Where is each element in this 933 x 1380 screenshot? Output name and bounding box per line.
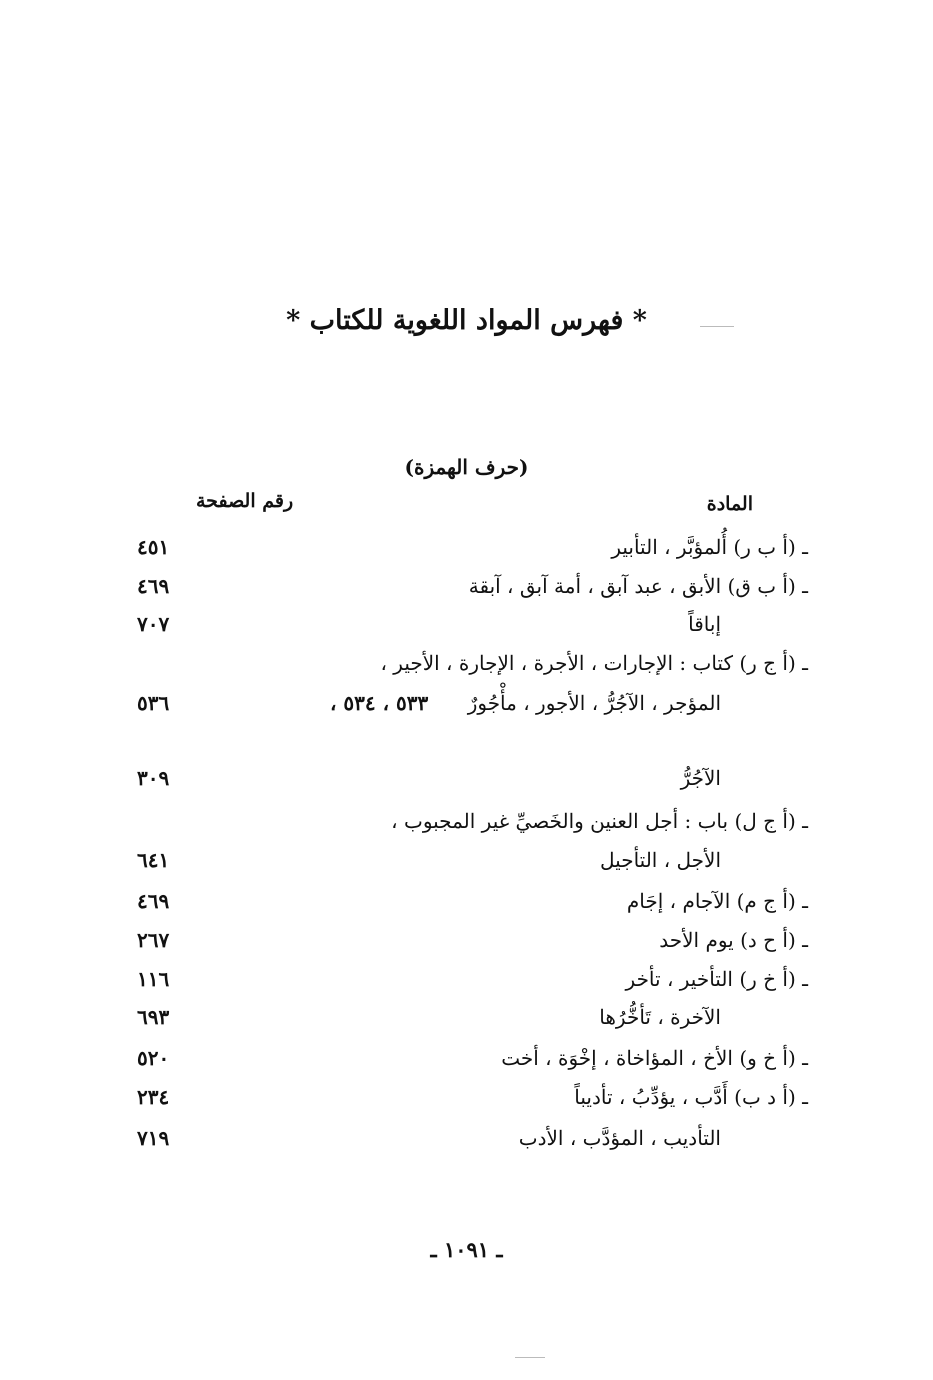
page-number: ٧١٩ xyxy=(137,1126,170,1150)
index-term: ـ (أ ب ق) الأبق ، عبد آبق ، أمة آبق ، آبقة xyxy=(468,574,808,598)
index-term: الآخرة ، تَأخُّرُها xyxy=(599,1005,721,1029)
index-term: ـ (أ ب ر) أُلمؤبَّر ، التأبير xyxy=(611,535,808,559)
page-number: ٣٠٩ xyxy=(137,766,170,790)
page-number: ٤٦٩ xyxy=(137,574,170,598)
index-term: الآجُرُّ xyxy=(680,766,721,790)
index-row xyxy=(0,574,933,610)
index-row xyxy=(0,1046,933,1082)
index-row xyxy=(0,1005,933,1041)
page-column-header: رقم الصفحة xyxy=(196,490,294,512)
index-title: * فهرس المواد اللغوية للكتاب * xyxy=(286,305,647,336)
index-term: إباقاً xyxy=(688,612,721,636)
page-number: ٢٣٤ xyxy=(137,1085,170,1109)
index-row xyxy=(0,612,933,648)
index-row xyxy=(0,535,933,571)
page-number: ٧٠٧ xyxy=(137,612,170,636)
page-number: ٥٢٠ xyxy=(137,1046,170,1070)
index-row xyxy=(0,928,933,964)
page-number: ٦٩٣ xyxy=(137,1005,170,1029)
index-row xyxy=(0,889,933,925)
scan-mark xyxy=(515,1357,545,1358)
index-term: ـ (أ خ و) الأخ ، المؤاخاة ، إخْوَة ، أخت xyxy=(501,1046,808,1070)
index-term: ـ (أ ج ر) كتاب : الإجارات ، الأجرة ، الإجارة ، الأجير ، xyxy=(380,651,808,675)
index-row xyxy=(0,766,933,802)
index-row xyxy=(0,1126,933,1162)
scan-mark xyxy=(700,326,734,327)
material-column-header: المادة xyxy=(706,493,753,515)
page-number: ٢٦٧ xyxy=(137,928,170,952)
page-number: ٤٥١ xyxy=(137,535,170,559)
index-row xyxy=(0,809,933,845)
page-number: ٤٦٩ xyxy=(137,889,170,913)
index-term: ـ (أ ج م) الآجام ، إجَام xyxy=(626,889,808,913)
index-term: التأديب ، المؤدَّب ، الأدب xyxy=(518,1126,721,1150)
index-row xyxy=(0,651,933,687)
index-row xyxy=(0,691,933,727)
page-number: ٦٤١ xyxy=(137,848,170,872)
index-term: الأجل ، التأجيل xyxy=(600,848,721,872)
page-number: ٥٣٦ xyxy=(137,691,170,715)
additional-page-numbers: ٥٣٣ ، ٥٣٤ ، xyxy=(330,691,429,715)
section-heading: (حرف الهمزة) xyxy=(404,455,529,479)
index-term: ـ (أ د ب) أَدَّب ، يؤدِّبُ ، تأديباً xyxy=(574,1085,808,1109)
index-row xyxy=(0,967,933,1003)
index-term: المؤجر ، الآجُرُّ ، الأجور ، مأْجُورٌ xyxy=(467,691,721,715)
index-term: ـ (أ خ ر) التأخير ، تأخر xyxy=(625,967,808,991)
index-row xyxy=(0,848,933,884)
index-row xyxy=(0,1085,933,1121)
page-number: ١١٦ xyxy=(137,967,170,991)
index-term: ـ (أ ح د) يوم الأحد xyxy=(659,928,808,952)
index-term: ـ (أ ج ل) باب : أجل العنين والخَصيِّ غير المجبوب ، xyxy=(391,809,808,833)
page-folio: ـ ١٠٩١ ـ xyxy=(430,1237,503,1262)
